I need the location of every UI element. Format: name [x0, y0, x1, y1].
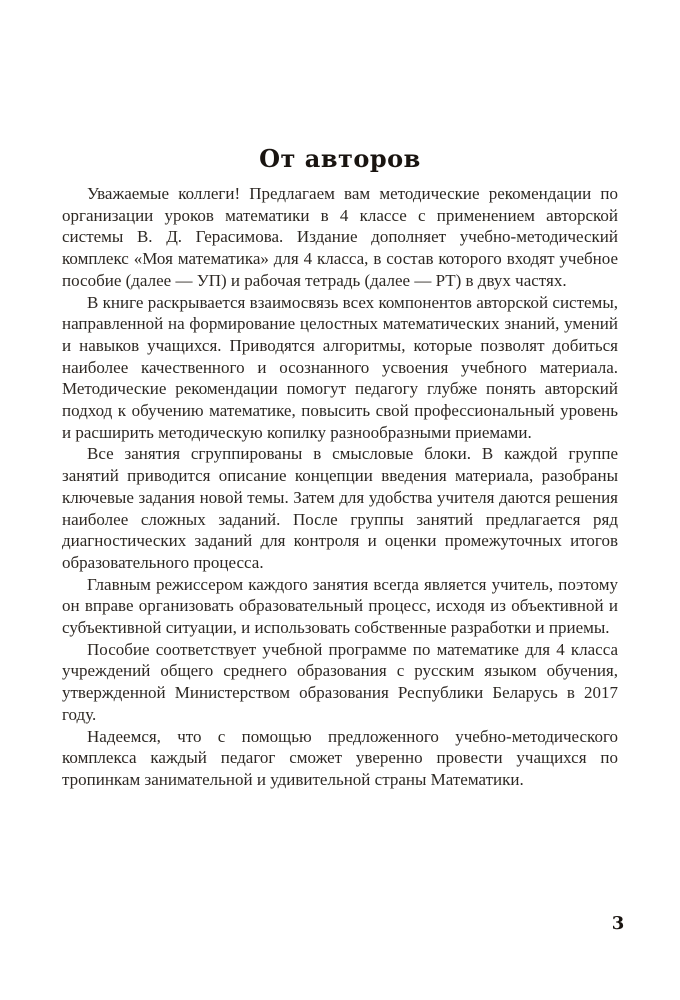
paragraph-4: Главным режиссером каждого занятия всегда является учитель, поэтому он вправе организовать образовательный процесс, исходя из объективной и субъективной ситуации, и использовать собственные разработки и приемы. — [62, 574, 618, 638]
paragraph-1: Уважаемые коллеги! Предлагаем вам методические рекомендации по организации уроков математики в 4 классе с применением авторской системы В. Д. Герасимова. Издание дополняет учебно-методический комплекс «Моя математика» для 4 класса, в состав которого входят учебное пособие (далее — УП) и рабочая тетрадь (далее — РТ) в двух частях. — [62, 184, 618, 290]
paragraph-2: В книге раскрывается взаимосвязь всех компонентов авторской системы, направленной на формирование целостных математических знаний, умений и навыков учащихся. Приводятся алгоритмы, которые позволят добиться наиболее качественного и осознанного усвоения учебного материала. Методические рекомендации помогут педагогу глубже понять авторский подход к обучению математике, повысить свой профессиональный уровень и расширить методическую копилку разнообразными приемами. — [62, 292, 618, 442]
page-content — [62, 144, 618, 791]
page-number: 3 — [611, 913, 625, 934]
paragraph-3: Все занятия сгруппированы в смысловые блоки. В каждой группе занятий приводится описание концепции введения материала, разобраны ключевые задания новой темы. Затем для удобства учителя даются решения наиболее сложных заданий. После группы занятий предлагается ряд диагностических заданий для контроля и оценки промежуточных итогов образовательного процесса. — [62, 444, 618, 572]
page-title: От авторов — [259, 144, 421, 173]
paragraph-6: Надеемся, что с помощью предложенного учебно-методического комплекса каждый педагог сможет уверенно провести учащихся по тропинкам занимательной и удивительной страны Математики. — [62, 726, 618, 789]
paragraph-5: Пособие соответствует учебной программе по математике для 4 класса учреждений общего среднего образования с русским языком обучения, утвержденной Министерством образования Республики Беларусь в 2017 году. — [62, 639, 618, 724]
